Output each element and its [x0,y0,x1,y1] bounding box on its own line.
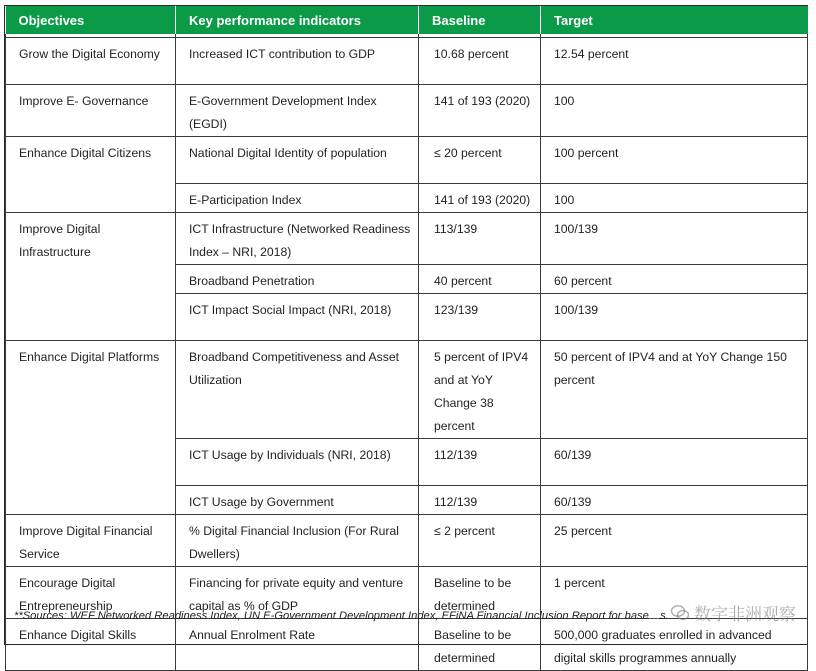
objective-cell: Enhance Digital Skills [6,619,176,671]
target-cell: 100/139 [541,213,808,265]
objective-cell: Improve Digital Financial Service [6,515,176,567]
baseline-cell: Baseline to be determined [419,619,541,671]
kpi-cell: Increased ICT contribution to GDP [176,38,419,85]
table-row [6,213,808,265]
baseline-cell: 113/139 [419,213,541,265]
table-row [6,38,808,85]
target-cell: 25 percent [541,515,808,567]
objective-cell: Encourage Digital Entrepreneurship [6,567,176,619]
target-cell: 100 percent [541,137,808,184]
header-objectives: Objectives [6,6,176,34]
target-cell: 100/139 [541,294,808,341]
kpi-cell: National Digital Identity of population [176,137,419,184]
header-kpi: Key performance indicators [176,6,419,34]
target-cell: 60/139 [541,439,808,486]
baseline-cell: ≤ 20 percent [419,137,541,184]
table-row [6,619,808,671]
baseline-cell: ≤ 2 percent [419,515,541,567]
target-cell: 50 percent of IPV4 and at YoY Change 150 percent [541,341,808,439]
kpi-cell: Annual Enrolment Rate [176,619,419,671]
table-row [6,341,808,439]
kpi-cell: ICT Usage by Government [176,486,419,515]
kpi-cell: ICT Impact Social Impact (NRI, 2018) [176,294,419,341]
target-cell: 500,000 graduates enrolled in advanced digital skills programmes annually [541,619,808,671]
wechat-icon [670,603,690,623]
table-row [6,515,808,567]
baseline-cell: 10.68 percent [419,38,541,85]
header-baseline: Baseline [419,6,541,34]
baseline-cell: 112/139 [419,439,541,486]
target-cell: 100 [541,184,808,213]
kpi-cell: Financing for private equity and venture capital as % of GDP [176,567,419,619]
kpi-cell: E-Participation Index [176,184,419,213]
baseline-cell: 123/139 [419,294,541,341]
sources-text: **Sources: WEF Networked Readiness Index, UN E-Government Development Index, EFiNA Financial Inclusion Report for base [14,610,649,622]
objective-cell: Improve Digital Infrastructure [6,213,176,341]
baseline-cell: Baseline to be determined [419,567,541,619]
table-row [6,137,808,184]
baseline-cell: 141 of 193 (2020) [419,85,541,137]
kpi-cell: ICT Usage by Individuals (NRI, 2018) [176,439,419,486]
baseline-cell: 40 percent [419,265,541,294]
baseline-cell: 141 of 193 (2020) [419,184,541,213]
target-cell: 60/139 [541,486,808,515]
kpi-cell: % Digital Financial Inclusion (For Rural Dwellers) [176,515,419,567]
objective-cell: Enhance Digital Citizens [6,137,176,213]
watermark-text: 数字非洲观察 [694,605,796,624]
objective-cell: Enhance Digital Platforms [6,341,176,515]
target-cell: 100 [541,85,808,137]
kpi-cell: E-Government Development Index (EGDI) [176,85,419,137]
kpi-table [5,6,808,671]
sources-tail: s. [660,610,669,622]
watermark [670,600,796,625]
target-cell: 12.54 percent [541,38,808,85]
target-cell: 60 percent [541,265,808,294]
baseline-cell: 112/139 [419,486,541,515]
sources-note: **Sources: WEF Networked Readiness Index, UN E-Government Development Index, EFiNA Financial Inclusion Report for base…s. [14,610,669,622]
target-cell: 1 percent [541,567,808,619]
objective-cell: Improve E- Governance [6,85,176,137]
kpi-cell: Broadband Competitiveness and Asset Utilization [176,341,419,439]
header-row [6,6,808,34]
kpi-cell: ICT Infrastructure (Networked Readiness Index – NRI, 2018) [176,213,419,265]
table-row [6,85,808,137]
kpi-cell: Broadband Penetration [176,265,419,294]
objective-cell: Grow the Digital Economy [6,38,176,85]
baseline-cell: 5 percent of IPV4 and at YoY Change 38 percent [419,341,541,439]
header-target: Target [541,6,808,34]
